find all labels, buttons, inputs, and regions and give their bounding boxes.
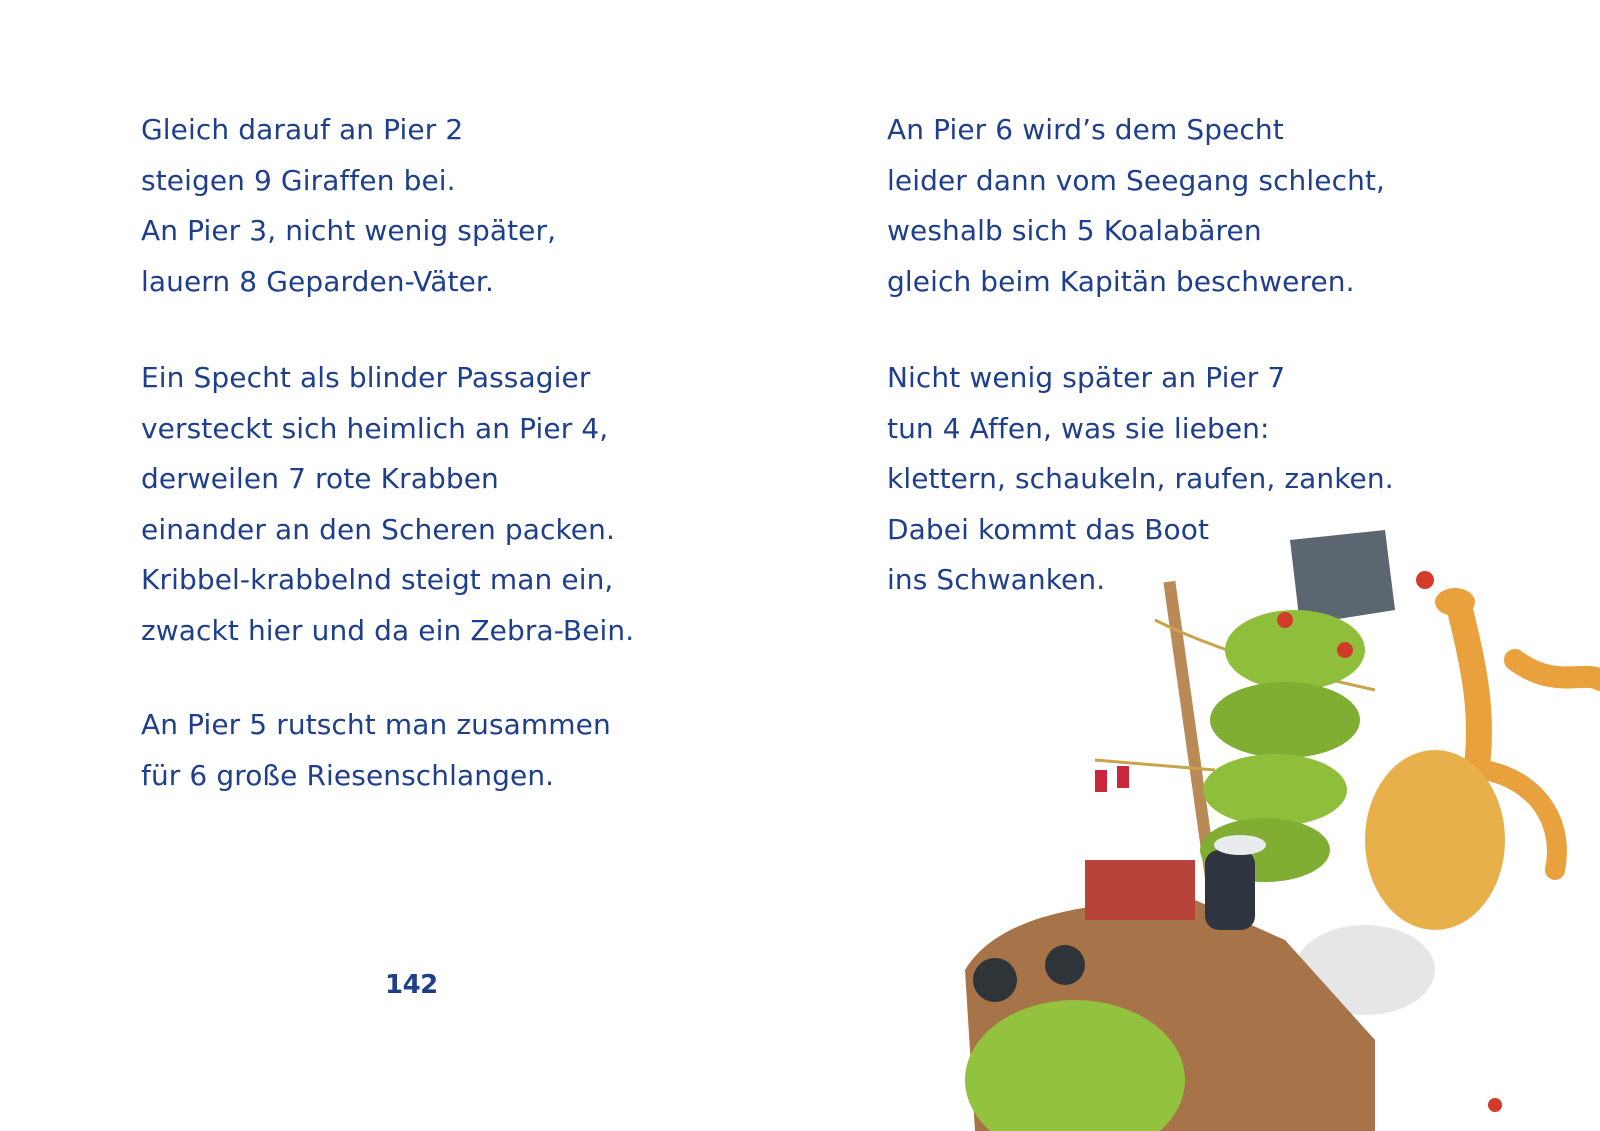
flag [1117, 766, 1129, 788]
snake-coil [1203, 754, 1347, 826]
crab [1277, 612, 1293, 628]
verse-line: An Pier 3, nicht wenig später, [141, 214, 557, 247]
crab [1337, 642, 1353, 658]
page-number: 142 [385, 970, 438, 1000]
verse-line: tun 4 Affen, was sie lieben: [887, 411, 1270, 445]
verse-line: weshalb sich 5 Koalabären [887, 214, 1262, 247]
captain-cap [1214, 835, 1266, 855]
captain [1205, 850, 1255, 930]
ark-illustration [955, 520, 1600, 1131]
verse-line: lauern 8 Geparden-Väter. [141, 264, 494, 298]
stanza-4 [887, 105, 1385, 307]
verse-line: Gleich darauf an Pier 2 [141, 113, 464, 146]
verse-line: für 6 große Riesenschlangen. [141, 758, 555, 792]
verse-line: derweilen 7 rote Krabben [141, 462, 499, 495]
verse-line: Ein Specht als blinder Passagier [141, 361, 591, 394]
verse-line: einander an den Scheren packen. [141, 512, 615, 546]
giraffe-neck [1460, 610, 1479, 780]
stanza-3 [141, 700, 611, 801]
verse-line: An Pier 6 wird’s dem Specht [887, 113, 1284, 146]
stanza-2 [141, 353, 634, 656]
verse-line: leider dann vom Seegang schlecht, [887, 163, 1386, 197]
snake-coil [1210, 682, 1360, 758]
verse-line: klettern, schaukeln, raufen, zanken. [887, 462, 1394, 495]
crab [1416, 571, 1434, 589]
cheetah [1365, 750, 1505, 930]
verse-line: Dabei kommt das Boot [887, 512, 1210, 546]
verse-line: Nicht wenig später an Pier 7 [887, 361, 1286, 394]
verse-line: steigen 9 Giraffen bei. [141, 163, 456, 197]
giraffe-head [1435, 588, 1475, 616]
stanza-1 [141, 105, 556, 307]
verse-line: Kribbel-krabbelnd steigt man ein, [141, 563, 614, 596]
verse-line: zwackt hier und da ein Zebra-Bein. [141, 613, 635, 647]
verse-line: gleich beim Kapitän beschweren. [887, 264, 1355, 298]
giraffe-neck [1515, 660, 1600, 680]
verse-line: versteckt sich heimlich an Pier 4, [141, 411, 609, 445]
verse-line: An Pier 5 rutscht man zusammen [141, 708, 611, 741]
cabin [1085, 860, 1195, 920]
tire [1045, 945, 1085, 985]
crab [1488, 1098, 1502, 1112]
flag [1095, 770, 1107, 792]
tire [973, 958, 1017, 1002]
verse-line: ins Schwanken. [887, 563, 1106, 596]
